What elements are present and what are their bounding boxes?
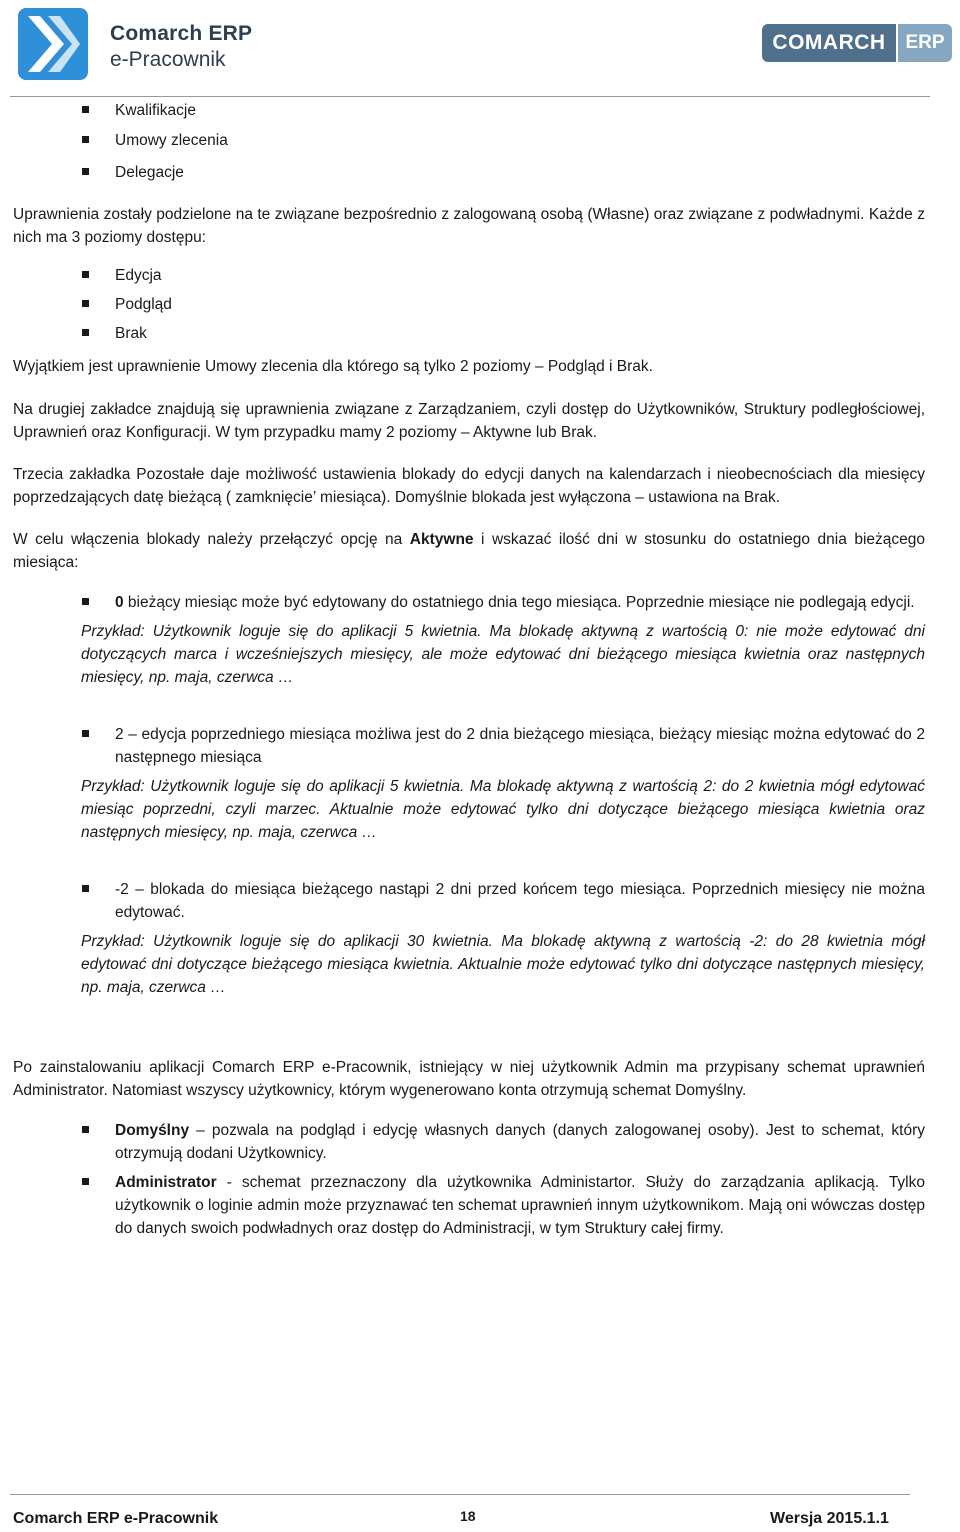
paragraph-exception: Wyjątkiem jest uprawnienie Umowy zlecenia dla którego są tylko 2 poziomy – Podgląd i Brak.	[13, 358, 653, 375]
comarch-wordmark: COMARCH	[762, 24, 896, 62]
list-item: Kwalifikacje	[13, 99, 925, 129]
list-item: 0 bieżący miesiąc może być edytowany do ostatniego dnia tego miesiąca. Poprzednie miesiące nie podlegają edycji.	[13, 591, 925, 614]
example-option-0: Przykład: Użytkownik loguje się do aplikacji 5 kwietnia. Ma blokadę aktywną z wartością 0: nie może edytować dni dotyczących marca i wcześniejszych miesięcy, ale może edytować dni bieżącego miesiąca kwietnia oraz następnych miesięcy, np. maja, czerwca …	[81, 623, 925, 686]
paragraph-management-tab: Na drugiej zakładce znajdują się uprawnienia związane z Zarządzaniem, czyli dostęp do Użytkowników, Struktury podległościowej, Uprawnień oraz Konfiguracji. W tym przypadku mamy 2 poziomy – Aktywne lub Brak.	[13, 401, 925, 441]
bullet-icon	[82, 598, 89, 605]
bullet-icon	[82, 730, 89, 737]
comarch-logo-mark-icon	[18, 8, 88, 80]
footer-divider	[10, 1494, 910, 1495]
header-divider	[10, 96, 930, 97]
list-item: Podgląd	[13, 293, 925, 322]
bullet-icon	[82, 300, 89, 307]
document-body	[13, 98, 925, 1240]
bullet-icon	[82, 329, 89, 336]
footer-product-name: Comarch ERP e-Pracownik	[13, 1510, 219, 1527]
list-item: Edycja	[13, 264, 925, 293]
option-minus-2	[13, 878, 925, 924]
bullet-icon	[82, 136, 89, 143]
list-item: Delegacje	[13, 161, 925, 184]
option-0	[13, 591, 925, 614]
logo-title: Comarch ERP	[110, 22, 253, 45]
bullet-icon	[82, 106, 89, 113]
paragraph-enable-lock: W celu włączenia blokady należy przełączyć opcję na Aktywne i wskazać ilość dni w stosunku do ostatniego dnia bieżącego miesiąca:	[13, 531, 925, 571]
list-item: Domyślny – pozwala na podgląd i edycję własnych danych (danych zalogowanej osoby). Jest to schemat, który otrzymują dodani Użytkownicy.	[13, 1119, 925, 1165]
paragraph-schemas: Po zainstalowaniu aplikacji Comarch ERP e-Pracownik, istniejący w niej użytkownik Admin ma przypisany schemat uprawnień Administrator. Natomiast wszyscy użytkownicy, którym wygenerowano konta otrzymują schemat Domyślny.	[13, 1059, 925, 1099]
page-number: 18	[460, 1508, 476, 1524]
erp-tag: ERP	[898, 24, 952, 62]
comarch-erp-logo	[762, 24, 952, 64]
permissions-list	[13, 99, 925, 184]
list-item: 2 – edycja poprzedniego miesiąca możliwa jest do 2 dnia bieżącego miesiąca, bieżący miesiąc można edytować do 2 następnego miesiąca	[13, 723, 925, 769]
schemas-list	[13, 1119, 925, 1240]
list-item: Umowy zlecenia	[13, 129, 925, 161]
list-item: Administrator - schemat przeznaczony dla użytkownika Administartor. Służy do zarządzania aplikacją. Tylko użytkownik o loginie admin może przyznawać ten schemat uprawnień innym użytkownikom. Mają oni wówczas dostęp do danych swoich podwładnych oraz dostęp do Administracji, w tym Struktury całej firmy.	[13, 1171, 925, 1240]
list-item: -2 – blokada do miesiąca bieżącego nastąpi 2 dni przed końcem tego miesiąca. Poprzednich miesięcy nie można edytować.	[13, 878, 925, 924]
bullet-icon	[82, 271, 89, 278]
comarch-erp-e-pracownik-logo	[18, 8, 318, 80]
example-option-minus-2: Przykład: Użytkownik loguje się do aplikacji 30 kwietnia. Ma blokadę aktywną z wartością -2: do 28 kwietnia mógł edytować dni dotyczące bieżącego miesiąca kwietnia. Aktualnie może edytować tylko dni dotyczące następnych miesięcy, np. maja, czerwca …	[81, 933, 925, 996]
page-header	[0, 0, 960, 98]
logo-subtitle: e-Pracownik	[110, 48, 226, 71]
list-item: Brak	[13, 322, 925, 345]
paragraph-permissions: Uprawnienia zostały podzielone na te związane bezpośrednio z zalogowaną osobą (Własne) oraz związane z podwładnymi. Każde z nich ma 3 poziomy dostępu:	[13, 206, 925, 246]
bullet-icon	[82, 168, 89, 175]
access-levels-list	[13, 264, 925, 345]
example-option-2: Przykład: Użytkownik loguje się do aplikacji 5 kwietnia. Ma blokadę aktywną z wartością 2: do 2 kwietnia mógł edytować miesiąc poprzedni, czyli marzec. Aktualnie może edytować tylko dni dotyczące bieżącego miesiąca kwietnia oraz następnych miesięcy, np. maja, czerwca …	[81, 778, 925, 841]
option-2	[13, 723, 925, 769]
bullet-icon	[82, 1126, 89, 1133]
paragraph-other-tab: Trzecia zakładka Pozostałe daje możliwość ustawienia blokady do edycji danych na kalendarzach i nieobecnościach dla miesięcy poprzedzających datę bieżącą ( zamknięcie’ miesiąca). Domyślnie blokada jest wyłączona – ustawiona na Brak.	[13, 466, 925, 506]
footer-version: Wersja 2015.1.1	[770, 1510, 889, 1527]
bullet-icon	[82, 885, 89, 892]
bullet-icon	[82, 1178, 89, 1185]
